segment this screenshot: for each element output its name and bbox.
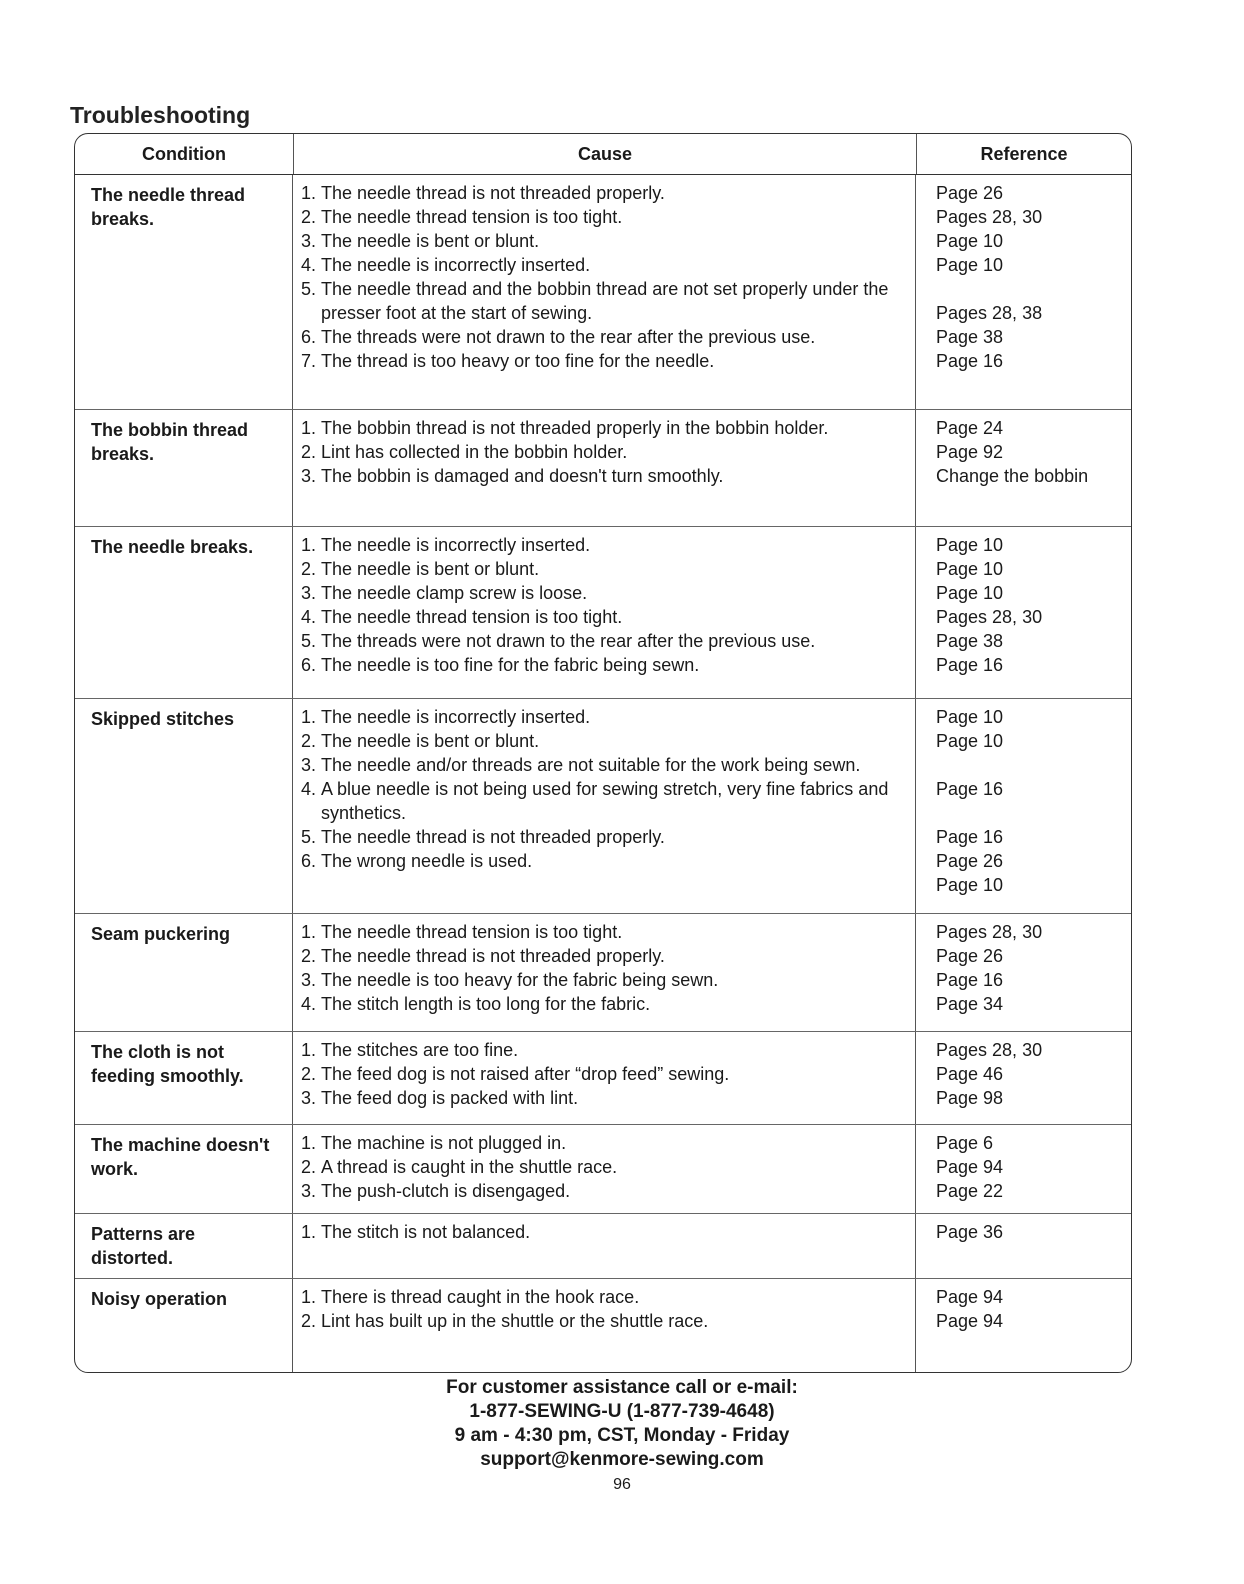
- reference-text: Page 98: [936, 1088, 1004, 1108]
- reference-text: Page 16: [936, 655, 1004, 675]
- cause-item: [301, 825, 907, 849]
- cause-text: The needle thread is not threaded properly.: [321, 946, 665, 966]
- cause-number: 1.: [301, 1287, 317, 1307]
- cause-cell: [293, 410, 916, 526]
- cause-cell: [293, 527, 916, 698]
- cause-cell: [293, 1032, 916, 1124]
- cause-text: Lint has collected in the bobbin holder.: [321, 442, 628, 462]
- cause-text: The needle and/or threads are not suitable for the work being sewn.: [321, 755, 861, 775]
- assistance-heading: For customer assistance call or e-mail:: [446, 1377, 798, 1398]
- header-condition: Condition: [142, 143, 226, 164]
- cause-number: 4.: [301, 779, 317, 799]
- reference-cell: [916, 699, 1131, 913]
- support-email: support@kenmore-sewing.com: [480, 1449, 764, 1470]
- cause-text: The needle is too heavy for the fabric being sewn.: [321, 970, 719, 990]
- cause-item: [301, 205, 907, 229]
- cause-number: 1.: [301, 418, 317, 438]
- condition-cell: Seam puckering: [75, 914, 293, 1031]
- cause-item: [301, 729, 907, 753]
- cause-number: 2.: [301, 207, 317, 227]
- cause-item: [301, 1179, 907, 1203]
- cause-text: The needle thread is not threaded properly.: [321, 183, 665, 203]
- cause-number: 2.: [301, 946, 317, 966]
- page-title: Troubleshooting: [70, 102, 251, 128]
- reference-item: [936, 1086, 1111, 1110]
- reference-text: Page 94: [936, 1311, 1004, 1331]
- table-row: [75, 175, 1131, 410]
- customer-assistance: [0, 1376, 1244, 1472]
- table-row: [75, 1279, 1131, 1372]
- cause-cell: [293, 175, 916, 409]
- reference-text: Page 94: [936, 1157, 1004, 1177]
- reference-text: Page 22: [936, 1181, 1004, 1201]
- reference-text: Pages 28, 30: [936, 207, 1043, 227]
- cause-item: [301, 653, 907, 677]
- cause-item: [301, 253, 907, 277]
- reference-cell: [916, 1214, 1131, 1278]
- reference-text: Page 10: [936, 583, 1004, 603]
- cause-cell: [293, 699, 916, 913]
- cause-number: 1.: [301, 1133, 317, 1153]
- cause-item: [301, 181, 907, 205]
- reference-item: [936, 1155, 1111, 1179]
- reference-item: [936, 229, 1111, 253]
- cause-number: 6.: [301, 851, 317, 871]
- header-cause: Cause: [293, 134, 916, 174]
- condition-cell: The needle breaks.: [75, 527, 293, 698]
- table-row: [75, 1032, 1131, 1125]
- reference-item: [936, 920, 1111, 944]
- table-row: [75, 1125, 1131, 1214]
- reference-item: [936, 1285, 1111, 1309]
- reference-item: [936, 801, 1111, 849]
- reference-text: Page 46: [936, 1064, 1004, 1084]
- cause-item: [301, 944, 907, 968]
- reference-text: Page 94: [936, 1287, 1004, 1307]
- cause-text: The needle thread tension is too tight.: [321, 207, 623, 227]
- cause-item: [301, 777, 907, 825]
- reference-item: [936, 992, 1111, 1016]
- cause-number: 6.: [301, 327, 317, 347]
- troubleshooting-table: [74, 133, 1132, 1373]
- header-reference: Reference: [916, 134, 1131, 174]
- cause-text: The threads were not drawn to the rear after the previous use.: [321, 631, 816, 651]
- page-number: 96: [613, 1476, 631, 1493]
- cause-cell: [293, 1214, 916, 1278]
- cause-item: [301, 605, 907, 629]
- cause-item: [301, 849, 907, 873]
- cause-number: 4.: [301, 607, 317, 627]
- cause-number: 5.: [301, 827, 317, 847]
- cause-number: 3.: [301, 466, 317, 486]
- reference-item: [936, 440, 1111, 464]
- cause-cell: [293, 1279, 916, 1372]
- cause-number: 3.: [301, 1088, 317, 1108]
- table-body: [75, 175, 1131, 1372]
- cause-cell: [293, 1125, 916, 1213]
- table-row: [75, 914, 1131, 1032]
- reference-text: Page 38: [936, 327, 1004, 347]
- reference-cell: [916, 410, 1131, 526]
- cause-item: [301, 416, 907, 440]
- cause-text: There is thread caught in the hook race.: [321, 1287, 640, 1307]
- cause-item: [301, 1285, 907, 1309]
- reference-item: [936, 705, 1111, 729]
- cause-text: The push-clutch is disengaged.: [321, 1181, 571, 1201]
- reference-text: Page 92: [936, 442, 1004, 462]
- reference-text: Page 36: [936, 1222, 1004, 1242]
- reference-text: Page 26: [936, 946, 1004, 966]
- reference-item: [936, 873, 1111, 897]
- cause-number: 2.: [301, 559, 317, 579]
- reference-item: [936, 1309, 1111, 1333]
- cause-text: The needle is incorrectly inserted.: [321, 255, 591, 275]
- reference-text: Page 10: [936, 255, 1004, 275]
- cause-item: [301, 557, 907, 581]
- reference-item: [936, 729, 1111, 753]
- reference-item: [936, 181, 1111, 205]
- reference-text: Page 16: [936, 351, 1004, 371]
- cause-text: The threads were not drawn to the rear after the previous use.: [321, 327, 816, 347]
- cause-item: [301, 325, 907, 349]
- reference-text: Page 24: [936, 418, 1004, 438]
- cause-number: 1.: [301, 922, 317, 942]
- cause-text: The needle is incorrectly inserted.: [321, 535, 591, 555]
- cause-number: 1.: [301, 183, 317, 203]
- condition-cell: Patterns are distorted.: [75, 1214, 293, 1278]
- reference-text: Page 10: [936, 707, 1004, 727]
- reference-cell: [916, 1125, 1131, 1213]
- reference-item: [936, 1179, 1111, 1203]
- cause-item: [301, 440, 907, 464]
- reference-text: Page 10: [936, 559, 1004, 579]
- cause-text: The bobbin is damaged and doesn't turn smoothly.: [321, 466, 724, 486]
- cause-text: The needle clamp screw is loose.: [321, 583, 588, 603]
- condition-cell: Noisy operation: [75, 1279, 293, 1372]
- reference-item: [936, 753, 1111, 801]
- reference-item: [936, 1131, 1111, 1155]
- cause-item: [301, 968, 907, 992]
- reference-item: [936, 605, 1111, 629]
- reference-text: Pages 28, 30: [936, 1040, 1043, 1060]
- reference-item: [936, 849, 1111, 873]
- reference-text: Page 10: [936, 731, 1004, 751]
- cause-item: [301, 464, 907, 488]
- reference-cell: [916, 527, 1131, 698]
- condition-cell: The machine doesn't work.: [75, 1125, 293, 1213]
- cause-text: The needle thread tension is too tight.: [321, 922, 623, 942]
- reference-item: [936, 653, 1111, 677]
- cause-item: [301, 1038, 907, 1062]
- reference-item: [936, 253, 1111, 277]
- cause-number: 3.: [301, 583, 317, 603]
- reference-cell: [916, 1032, 1131, 1124]
- cause-number: 5.: [301, 631, 317, 651]
- cause-number: 1.: [301, 707, 317, 727]
- reference-item: [936, 205, 1111, 229]
- reference-cell: [916, 175, 1131, 409]
- cause-number: 6.: [301, 655, 317, 675]
- cause-text: The thread is too heavy or too fine for the needle.: [321, 351, 715, 371]
- cause-text: The needle is bent or blunt.: [321, 231, 540, 251]
- condition-cell: The bobbin thread breaks.: [75, 410, 293, 526]
- reference-text: Pages 28, 30: [936, 607, 1043, 627]
- cause-item: [301, 533, 907, 557]
- cause-item: [301, 229, 907, 253]
- cause-number: 2.: [301, 1157, 317, 1177]
- cause-number: 1.: [301, 1040, 317, 1060]
- table-row: [75, 410, 1131, 527]
- cause-text: The feed dog is packed with lint.: [321, 1088, 579, 1108]
- cause-text: A thread is caught in the shuttle race.: [321, 1157, 618, 1177]
- reference-cell: [916, 1279, 1131, 1372]
- reference-text: Page 10: [936, 535, 1004, 555]
- reference-text: Change the bobbin: [936, 466, 1089, 486]
- cause-text: The machine is not plugged in.: [321, 1133, 567, 1153]
- reference-item: [936, 533, 1111, 557]
- cause-item: [301, 753, 907, 777]
- reference-item: [936, 416, 1111, 440]
- cause-item: [301, 1309, 907, 1333]
- reference-text: Page 16: [936, 827, 1004, 847]
- cause-number: 4.: [301, 994, 317, 1014]
- cause-item: [301, 581, 907, 605]
- cause-text: The needle is too fine for the fabric being sewn.: [321, 655, 700, 675]
- reference-text: Page 10: [936, 875, 1004, 895]
- cause-number: 4.: [301, 255, 317, 275]
- cause-text: The needle is incorrectly inserted.: [321, 707, 591, 727]
- table-header: [75, 134, 1131, 175]
- reference-text: Page 6: [936, 1133, 994, 1153]
- cause-text: The stitch is not balanced.: [321, 1222, 531, 1242]
- cause-number: 1.: [301, 1222, 317, 1242]
- cause-number: 2.: [301, 442, 317, 462]
- cause-item: [301, 1131, 907, 1155]
- phone-number: 1-877-SEWING-U (1-877-739-4648): [469, 1401, 775, 1422]
- table-row: [75, 699, 1131, 914]
- cause-text: The needle thread tension is too tight.: [321, 607, 623, 627]
- cause-number: 5.: [301, 279, 317, 299]
- reference-item: [936, 1038, 1111, 1062]
- reference-item: [936, 557, 1111, 581]
- reference-item: [936, 464, 1111, 488]
- cause-item: [301, 1220, 907, 1244]
- cause-text: The feed dog is not raised after “drop feed” sewing.: [321, 1064, 730, 1084]
- cause-text: The needle is bent or blunt.: [321, 559, 540, 579]
- reference-text: Page 16: [936, 779, 1004, 799]
- cause-number: 7.: [301, 351, 317, 371]
- cause-item: [301, 705, 907, 729]
- condition-cell: The cloth is not feeding smoothly.: [75, 1032, 293, 1124]
- reference-item: [936, 968, 1111, 992]
- hours: 9 am - 4:30 pm, CST, Monday - Friday: [454, 1425, 790, 1446]
- cause-text: The needle thread is not threaded properly.: [321, 827, 665, 847]
- reference-item: [936, 277, 1111, 325]
- reference-item: [936, 325, 1111, 349]
- cause-cell: [293, 914, 916, 1031]
- cause-number: 2.: [301, 1311, 317, 1331]
- cause-text: The wrong needle is used.: [321, 851, 533, 871]
- cause-text: The bobbin thread is not threaded properly in the bobbin holder.: [321, 418, 829, 438]
- cause-number: 3.: [301, 970, 317, 990]
- cause-text: A blue needle is not being used for sewing stretch, very fine fabrics and synthetics.: [321, 779, 889, 823]
- cause-text: The needle is bent or blunt.: [321, 731, 540, 751]
- reference-cell: [916, 914, 1131, 1031]
- reference-item: [936, 944, 1111, 968]
- cause-item: [301, 349, 907, 373]
- reference-text: Pages 28, 30: [936, 922, 1043, 942]
- cause-number: 1.: [301, 535, 317, 555]
- cause-item: [301, 1155, 907, 1179]
- cause-item: [301, 1086, 907, 1110]
- cause-number: 3.: [301, 755, 317, 775]
- reference-text: Page 16: [936, 970, 1004, 990]
- reference-item: [936, 349, 1111, 373]
- reference-item: [936, 581, 1111, 605]
- reference-item: [936, 1220, 1111, 1244]
- table-row: [75, 1214, 1131, 1279]
- reference-text: Page 10: [936, 231, 1004, 251]
- reference-item: [936, 629, 1111, 653]
- cause-number: 2.: [301, 731, 317, 751]
- cause-item: [301, 629, 907, 653]
- condition-cell: The needle thread breaks.: [75, 175, 293, 409]
- cause-item: [301, 920, 907, 944]
- cause-number: 3.: [301, 231, 317, 251]
- cause-item: [301, 1062, 907, 1086]
- reference-text: Page 34: [936, 994, 1004, 1014]
- cause-item: [301, 277, 907, 325]
- cause-text: The needle thread and the bobbin thread are not set properly under the presser foot at the start of sewing.: [321, 279, 889, 323]
- cause-text: Lint has built up in the shuttle or the shuttle race.: [321, 1311, 709, 1331]
- cause-text: The stitch length is too long for the fabric.: [321, 994, 651, 1014]
- cause-number: 3.: [301, 1181, 317, 1201]
- reference-text: Pages 28, 38: [936, 303, 1043, 323]
- reference-text: Page 38: [936, 631, 1004, 651]
- table-row: [75, 527, 1131, 699]
- cause-text: The stitches are too fine.: [321, 1040, 519, 1060]
- reference-item: [936, 1062, 1111, 1086]
- cause-number: 2.: [301, 1064, 317, 1084]
- reference-text: Page 26: [936, 851, 1004, 871]
- condition-cell: Skipped stitches: [75, 699, 293, 913]
- cause-item: [301, 992, 907, 1016]
- reference-text: Page 26: [936, 183, 1004, 203]
